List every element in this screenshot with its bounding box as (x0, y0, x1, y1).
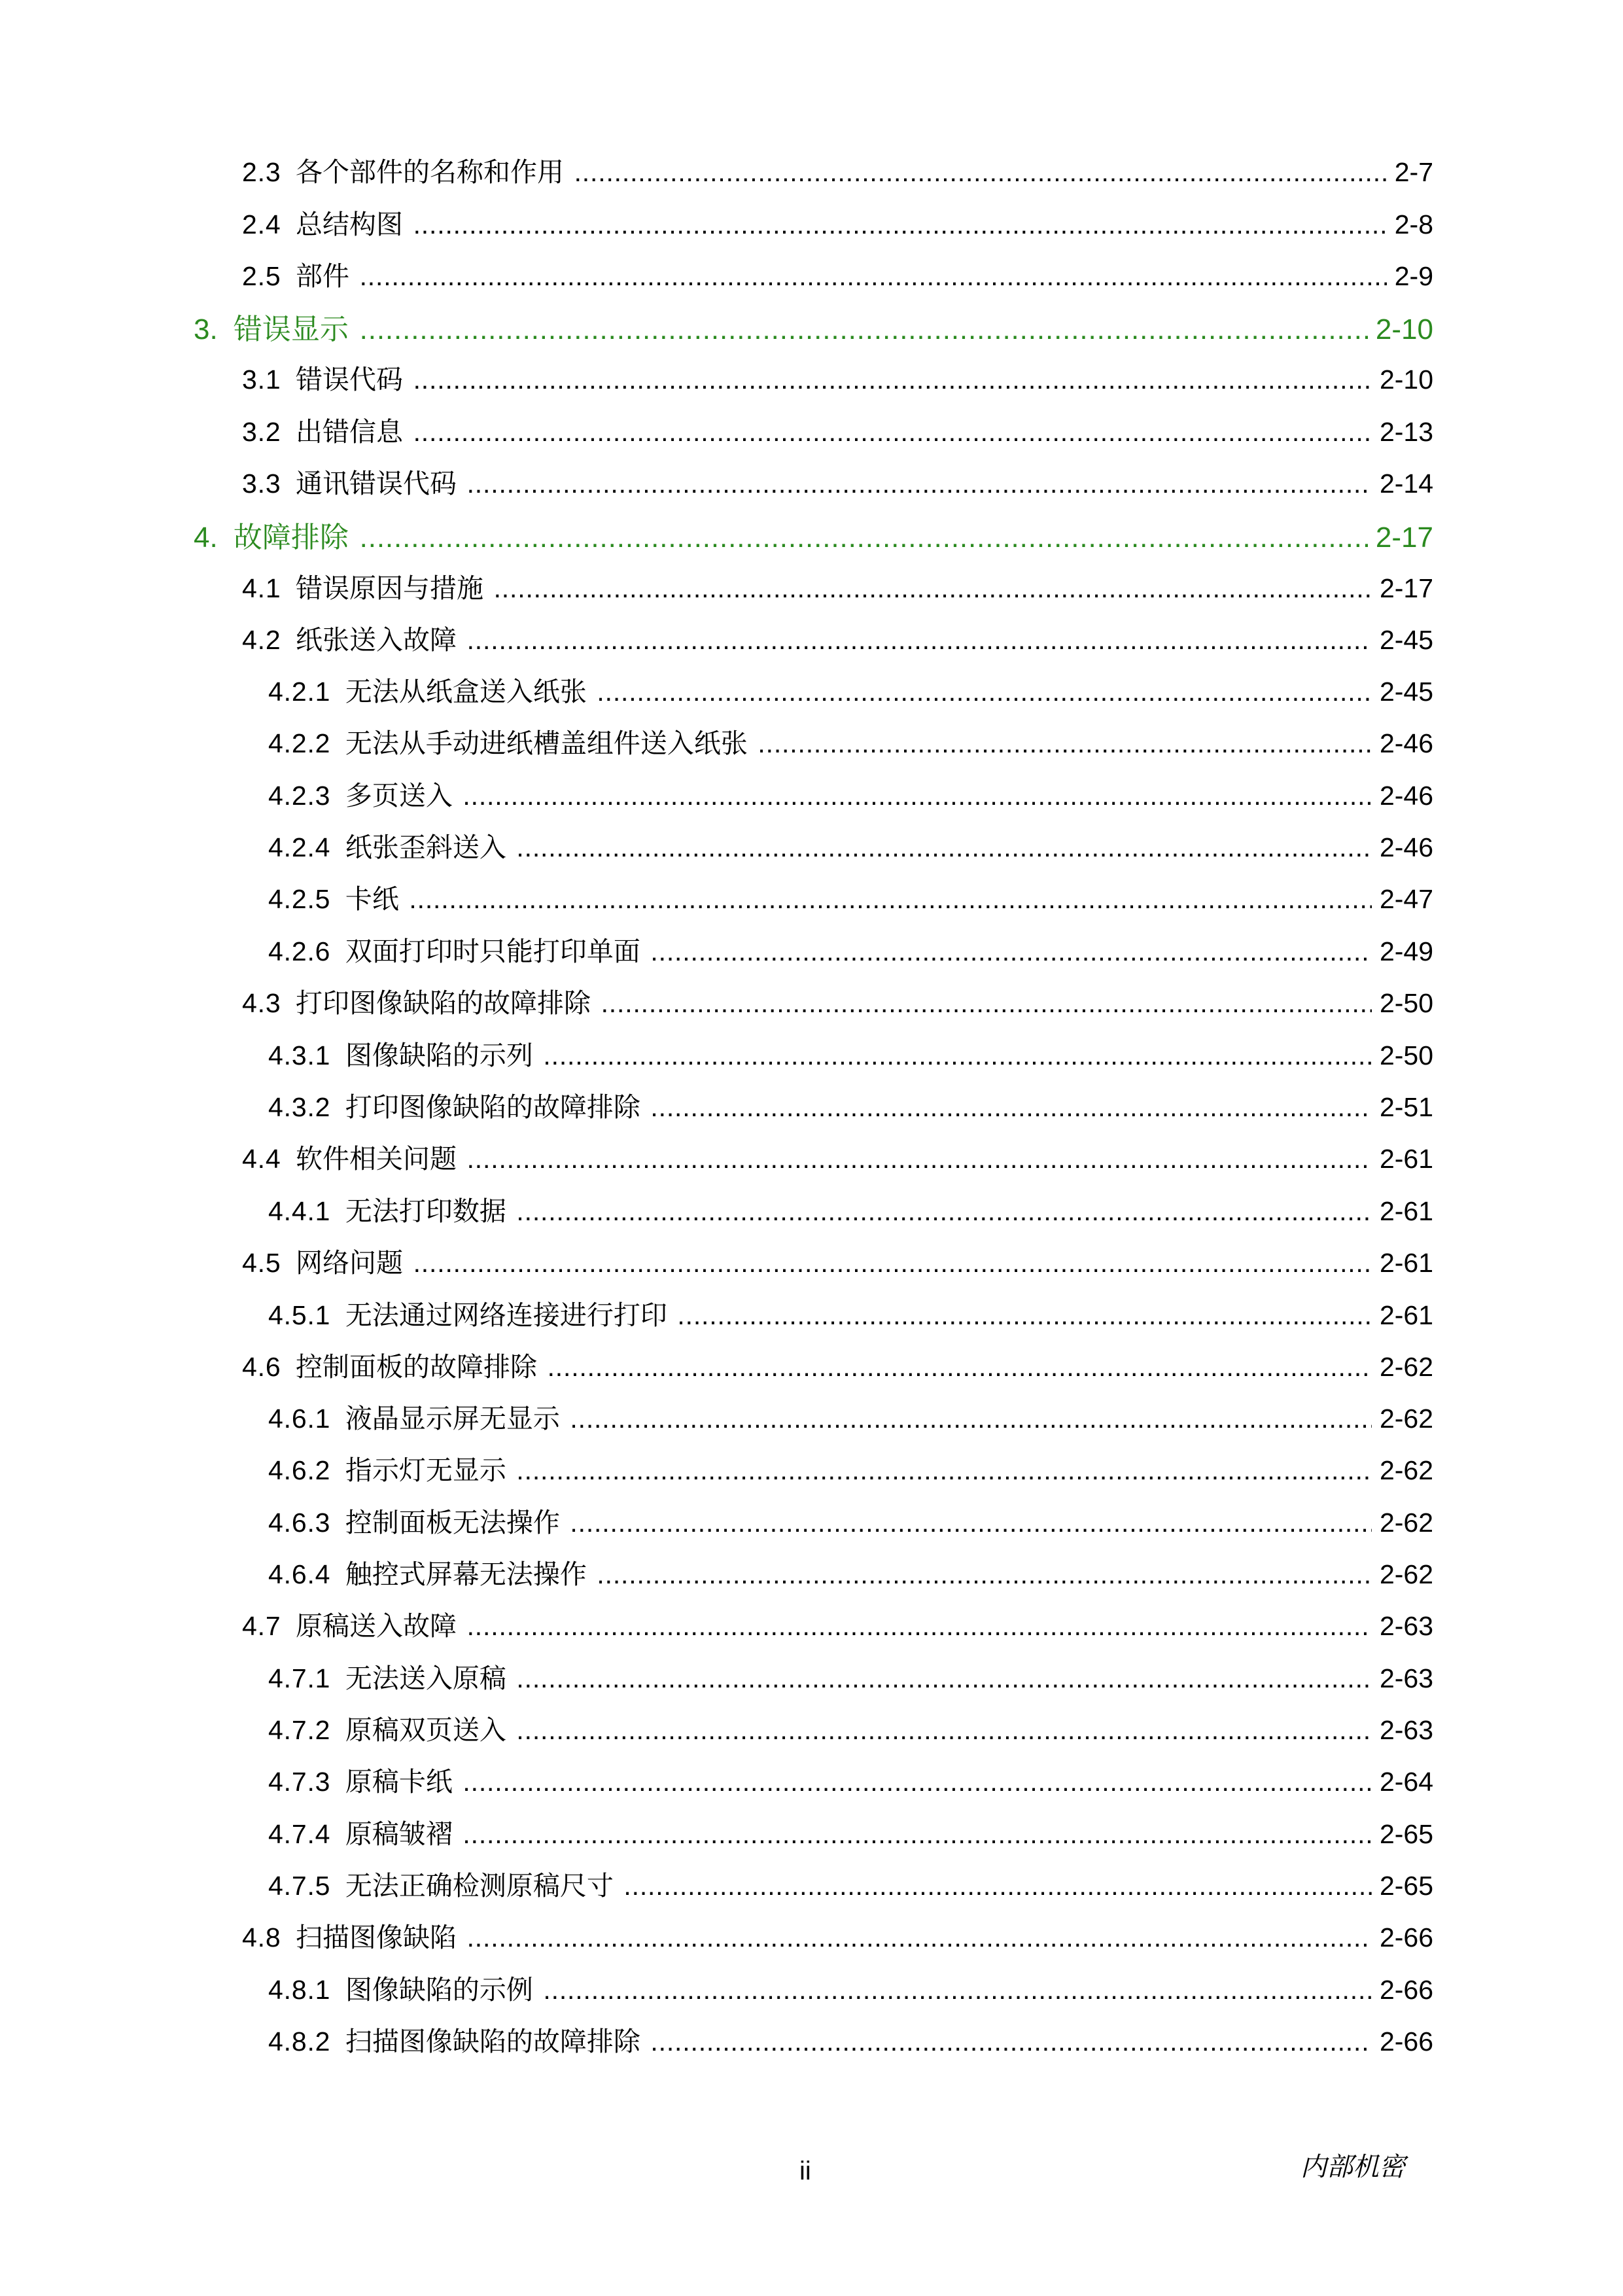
toc-entry-title: 原稿皱褶 (345, 1819, 453, 1849)
toc-dot-leader (467, 1144, 1372, 1174)
footer-confidential-label: 内部机密 (1300, 2152, 1405, 2181)
toc-entry-title: 总结构图 (296, 209, 404, 239)
toc-entry-number: 2.4 (242, 209, 281, 239)
toc-entry-number: 4.6 (242, 1352, 281, 1382)
toc-entry-4-2-6[interactable] (268, 930, 1433, 969)
toc-entry-4-1[interactable] (242, 567, 1433, 606)
toc-entry-title: 无法正确检测原稿尺寸 (345, 1871, 614, 1901)
toc-entry-number: 4.7.3 (268, 1767, 331, 1797)
toc-entry-page: 2-13 (1379, 417, 1433, 447)
toc-entry-number: 4.3.2 (268, 1092, 331, 1122)
toc-entry-page: 2-17 (1379, 573, 1433, 603)
toc-entry-title: 图像缺陷的示例 (345, 1975, 533, 2005)
toc-entry-title: 液晶显示屏无显示 (345, 1404, 560, 1434)
toc-entry-number: 4.3.1 (268, 1040, 331, 1070)
toc-entry-title: 网络问题 (296, 1248, 404, 1278)
toc-entry-page: 2-51 (1379, 1092, 1433, 1122)
toc-entry-title: 控制面板无法操作 (345, 1508, 560, 1538)
toc-entry-4-5[interactable] (242, 1241, 1433, 1280)
toc-entry-4-3-2[interactable] (268, 1086, 1433, 1125)
toc-dot-leader (758, 728, 1372, 759)
toc-chapter-3[interactable] (194, 306, 1433, 349)
toc-entry-title: 部件 (296, 261, 350, 291)
toc-entry-number: 4.2.2 (268, 728, 331, 758)
toc-entry-number: 4.2.3 (268, 781, 331, 811)
toc-dot-leader (597, 1559, 1372, 1590)
toc-entry-title: 原稿卡纸 (345, 1767, 453, 1797)
toc-entry-number: 4.1 (242, 573, 281, 603)
toc-entry-4-2-3[interactable] (268, 774, 1433, 813)
toc-dot-leader (467, 1922, 1372, 1953)
toc-entry-number: 4.5 (242, 1248, 281, 1278)
toc-entry-4-3-1[interactable] (268, 1034, 1433, 1073)
toc-entry-number: 4.6.1 (268, 1404, 331, 1434)
toc-entry-title: 原稿送入故障 (296, 1611, 457, 1641)
toc-entry-title: 双面打印时只能打印单面 (345, 936, 640, 966)
toc-dot-leader (413, 1248, 1372, 1279)
toc-entry-4-4[interactable] (242, 1137, 1433, 1176)
toc-entry-title: 通讯错误代码 (296, 468, 457, 499)
toc-dot-leader (462, 781, 1372, 811)
toc-entry-2-3[interactable] (242, 150, 1433, 190)
toc-dot-leader (650, 1092, 1372, 1123)
toc-entry-4-7-1[interactable] (268, 1657, 1433, 1696)
toc-dot-leader (467, 1611, 1372, 1642)
toc-dot-leader (543, 1040, 1372, 1071)
toc-entry-4-6-1[interactable] (268, 1397, 1433, 1436)
toc-entry-title: 原稿双页送入 (345, 1715, 506, 1745)
toc-dot-leader (516, 1196, 1372, 1227)
toc-entry-4-8-2[interactable] (268, 2020, 1433, 2059)
toc-entry-page: 2-46 (1379, 728, 1433, 758)
toc-dot-leader (543, 1975, 1372, 2005)
toc-entry-page: 2-65 (1379, 1871, 1433, 1901)
toc-entry-page: 2-14 (1379, 468, 1433, 499)
toc-entry-number: 4.6.2 (268, 1455, 331, 1485)
toc-entry-page: 2-46 (1379, 832, 1433, 862)
toc-entry-page: 2-66 (1379, 1922, 1433, 1952)
toc-entry-title: 出错信息 (296, 417, 404, 447)
toc-entry-page: 2-50 (1379, 988, 1433, 1018)
toc-entry-page: 2-66 (1379, 1975, 1433, 2005)
toc-entry-3-2[interactable] (242, 410, 1433, 450)
toc-entry-title: 错误代码 (296, 364, 404, 395)
toc-entry-page: 2-45 (1379, 677, 1433, 707)
toc-entry-page: 2-65 (1379, 1819, 1433, 1849)
toc-dot-leader (601, 988, 1372, 1019)
toc-entry-4-7-3[interactable] (268, 1760, 1433, 1799)
toc-entry-page: 2-61 (1379, 1144, 1433, 1174)
toc-entry-number: 4. (194, 521, 218, 554)
toc-dot-leader (548, 1352, 1372, 1383)
toc-dot-leader (360, 261, 1387, 292)
toc-entry-number: 3.3 (242, 468, 281, 499)
toc-entry-page: 2-64 (1379, 1767, 1433, 1797)
toc-entry-4-2[interactable] (242, 618, 1433, 658)
toc-entry-number: 4.7.1 (268, 1663, 331, 1693)
toc-entry-title: 扫描图像缺陷的故障排除 (345, 2026, 640, 2057)
toc-entry-title: 无法从手动进纸槽盖组件送入纸张 (345, 728, 748, 758)
toc-entry-title: 软件相关问题 (296, 1144, 457, 1174)
toc-entry-title: 图像缺陷的示列 (345, 1040, 533, 1070)
toc-entry-title: 打印图像缺陷的故障排除 (296, 988, 591, 1018)
toc-entry-title: 纸张歪斜送入 (345, 832, 506, 862)
toc-entry-title: 无法从纸盒送入纸张 (345, 677, 587, 707)
toc-dot-leader (467, 468, 1372, 499)
toc-entry-4-6-2[interactable] (268, 1449, 1433, 1488)
toc-dot-leader (597, 677, 1372, 707)
toc-entry-page: 2-62 (1379, 1404, 1433, 1434)
toc-entry-4-7-4[interactable] (268, 1812, 1433, 1852)
toc-entry-page: 2-8 (1394, 209, 1433, 239)
toc-dot-leader (650, 2026, 1372, 2057)
toc-entry-page: 2-50 (1379, 1040, 1433, 1070)
toc-entry-page: 2-49 (1379, 936, 1433, 966)
toc-entry-title: 纸张送入故障 (296, 625, 457, 655)
toc-dot-leader (360, 313, 1368, 346)
toc-entry-number: 3.2 (242, 417, 281, 447)
toc-entry-4-6[interactable] (242, 1345, 1433, 1385)
toc-entry-title: 触控式屏幕无法操作 (345, 1559, 587, 1589)
toc-dot-leader (360, 521, 1368, 554)
toc-entry-2-4[interactable] (242, 203, 1433, 242)
toc-entry-page: 2-46 (1379, 781, 1433, 811)
toc-entry-title: 指示灯无显示 (345, 1455, 506, 1485)
toc-dot-leader (413, 364, 1372, 395)
toc-entry-title: 无法送入原稿 (345, 1663, 506, 1693)
toc-entry-number: 3.1 (242, 364, 281, 395)
toc-entry-page: 2-62 (1379, 1455, 1433, 1485)
toc-entry-page: 2-10 (1375, 313, 1433, 345)
toc-dot-leader (467, 625, 1372, 656)
toc-entry-number: 4.2.6 (268, 936, 331, 966)
toc-entry-page: 2-61 (1379, 1300, 1433, 1330)
toc-entry-number: 4.2.5 (268, 884, 331, 914)
toc-entry-number: 4.4 (242, 1144, 281, 1174)
toc-entry-number: 4.3 (242, 988, 281, 1018)
toc-entry-2-5[interactable] (242, 255, 1433, 294)
toc-entry-4-8[interactable] (242, 1916, 1433, 1955)
toc-dot-leader (516, 1663, 1372, 1694)
toc-entry-number: 4.7.5 (268, 1871, 331, 1901)
toc-entry-number: 2.3 (242, 157, 281, 187)
toc-entry-number: 4.2 (242, 625, 281, 655)
toc-entry-title: 故障排除 (233, 521, 349, 554)
toc-entry-number: 4.4.1 (268, 1196, 331, 1226)
toc-entry-page: 2-45 (1379, 625, 1433, 655)
toc-dot-leader (650, 936, 1372, 967)
toc-entry-page: 2-17 (1375, 521, 1433, 554)
toc-dot-leader (413, 417, 1372, 448)
toc-dot-leader (413, 209, 1387, 240)
toc-entry-4-7-2[interactable] (268, 1708, 1433, 1748)
toc-entry-page: 2-62 (1379, 1559, 1433, 1589)
toc-entry-title: 错误显示 (233, 313, 349, 345)
toc-dot-leader (516, 832, 1372, 863)
toc-dot-leader (570, 1404, 1372, 1434)
toc-entry-number: 4.8.1 (268, 1975, 331, 2005)
toc-entry-title: 打印图像缺陷的故障排除 (345, 1092, 640, 1122)
toc-entry-4-2-5[interactable] (268, 877, 1433, 917)
toc-entry-page: 2-10 (1379, 364, 1433, 395)
toc-entry-number: 2.5 (242, 261, 281, 291)
toc-dot-leader (574, 157, 1387, 188)
toc-entry-number: 4.6.3 (268, 1508, 331, 1538)
toc-entry-4-6-4[interactable] (268, 1553, 1433, 1592)
toc-entry-number: 4.7.4 (268, 1819, 331, 1849)
toc-entry-4-6-3[interactable] (268, 1501, 1433, 1540)
toc-dot-leader (462, 1767, 1372, 1797)
toc-entry-4-3[interactable] (242, 981, 1433, 1021)
toc-entry-page: 2-62 (1379, 1508, 1433, 1538)
toc-entry-title: 扫描图像缺陷 (296, 1922, 457, 1952)
toc-entry-page: 2-66 (1379, 2026, 1433, 2057)
toc-dot-leader (516, 1715, 1372, 1746)
toc-entry-page: 2-47 (1379, 884, 1433, 914)
toc-entry-3-3[interactable] (242, 462, 1433, 501)
toc-entry-4-7-5[interactable] (268, 1864, 1433, 1903)
footer-page-number: ii (799, 2157, 811, 2185)
toc-entry-title: 无法通过网络连接进行打印 (345, 1300, 667, 1330)
toc-entry-page: 2-61 (1379, 1196, 1433, 1226)
toc-entry-number: 4.6.4 (268, 1559, 331, 1589)
toc-entry-page: 2-63 (1379, 1663, 1433, 1693)
toc-entry-number: 4.7 (242, 1611, 281, 1641)
toc-entry-title: 错误原因与措施 (296, 573, 484, 603)
toc-dot-leader (409, 884, 1372, 915)
toc-entry-4-7[interactable] (242, 1604, 1433, 1644)
toc-dot-leader (623, 1871, 1372, 1901)
toc-dot-leader (677, 1300, 1372, 1331)
toc-entry-4-2-1[interactable] (268, 670, 1433, 709)
toc-entry-4-4-1[interactable] (268, 1190, 1433, 1229)
toc-entry-3-1[interactable] (242, 358, 1433, 397)
toc-entry-number: 4.5.1 (268, 1300, 331, 1330)
toc-entry-page: 2-63 (1379, 1611, 1433, 1641)
toc-entry-page: 2-7 (1394, 157, 1433, 187)
toc-entry-page: 2-9 (1394, 261, 1433, 291)
toc-dot-leader (570, 1508, 1372, 1538)
toc-entry-number: 3. (194, 313, 218, 345)
toc-dot-leader (462, 1819, 1372, 1850)
toc-entry-page: 2-61 (1379, 1248, 1433, 1278)
toc-entry-number: 4.8.2 (268, 2026, 331, 2057)
toc-entry-page: 2-63 (1379, 1715, 1433, 1745)
toc-entry-title: 无法打印数据 (345, 1196, 506, 1226)
toc-dot-leader (494, 573, 1372, 604)
toc-entry-number: 4.2.1 (268, 677, 331, 707)
toc-entry-4-5-1[interactable] (268, 1294, 1433, 1333)
toc-entry-4-2-2[interactable] (268, 722, 1433, 761)
toc-entry-number: 4.7.2 (268, 1715, 331, 1745)
toc-entry-title: 各个部件的名称和作用 (296, 157, 565, 187)
toc-entry-title: 多页送入 (345, 781, 453, 811)
toc-entry-number: 4.2.4 (268, 832, 331, 862)
toc-entry-title: 控制面板的故障排除 (296, 1352, 538, 1382)
toc-chapter-4[interactable] (194, 514, 1433, 557)
toc-entry-number: 4.8 (242, 1922, 281, 1952)
toc-entry-4-2-4[interactable] (268, 826, 1433, 865)
toc-dot-leader (516, 1455, 1372, 1486)
toc-entry-title: 卡纸 (345, 884, 399, 914)
toc-entry-page: 2-62 (1379, 1352, 1433, 1382)
toc-entry-4-8-1[interactable] (268, 1968, 1433, 2007)
